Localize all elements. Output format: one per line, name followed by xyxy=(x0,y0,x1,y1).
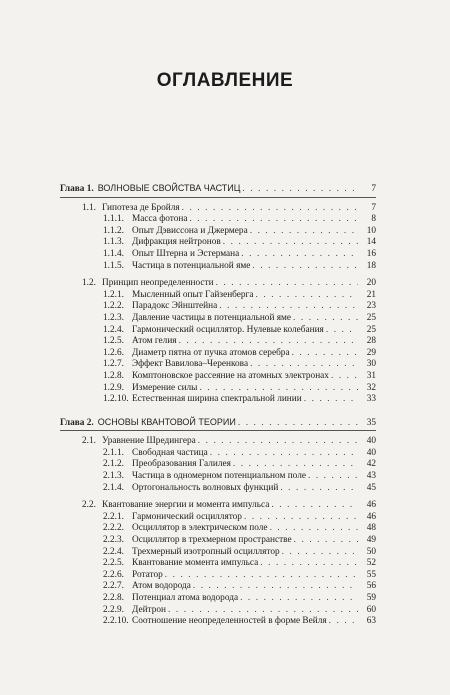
dot-leader xyxy=(280,483,358,493)
item-number: 2.2.10. xyxy=(103,616,129,627)
item-number: 1.2.6. xyxy=(103,347,124,358)
toc-item[interactable] xyxy=(60,394,376,406)
item-title: Масса фотона xyxy=(132,214,188,225)
item-number: 2.2.2. xyxy=(103,523,124,534)
item-number: 1.1.4. xyxy=(103,248,124,259)
page-number: 52 xyxy=(366,558,376,569)
dot-leader xyxy=(165,570,358,580)
item-number: 1.2.7. xyxy=(103,359,124,370)
toc-item[interactable] xyxy=(60,581,376,593)
toc-item[interactable] xyxy=(60,313,376,325)
item-title: Дейтрон xyxy=(132,604,167,615)
item-title: Опыт Дэвиссона и Джермера xyxy=(132,225,248,236)
page-title: ОГЛАВЛЕНИЕ xyxy=(156,70,294,91)
toc-chapter[interactable] xyxy=(60,417,376,429)
page-number: 8 xyxy=(371,214,376,225)
dot-leader xyxy=(223,237,358,247)
dot-leader xyxy=(308,471,358,481)
dot-leader xyxy=(168,605,358,615)
toc-item[interactable] xyxy=(60,290,376,302)
section-title: Уравнение Шредингера xyxy=(102,436,196,447)
item-number: 2.2.3. xyxy=(103,535,124,546)
toc-item[interactable] xyxy=(60,570,376,582)
dot-leader xyxy=(326,325,358,335)
item-title: Гармонический осциллятор xyxy=(132,511,242,522)
toc-section[interactable] xyxy=(60,203,376,215)
item-number: 1.2.3. xyxy=(103,312,124,323)
item-title: Частица в потенциальной яме xyxy=(132,260,251,271)
toc-item[interactable] xyxy=(60,325,376,337)
spacer xyxy=(60,406,376,417)
page-number: 56 xyxy=(366,581,376,592)
item-title: Осциллятор в трехмерном пространстве xyxy=(132,535,292,546)
chapter-number: Глава 2. xyxy=(60,417,94,428)
item-title: Комптоновское рассеяние на атомных электронах xyxy=(132,370,329,381)
item-title: Опыт Штерна и Эстермана xyxy=(132,248,240,259)
item-number: 2.1.2. xyxy=(103,459,124,470)
toc-item[interactable] xyxy=(60,261,376,273)
section-title: Принцип неопределенности xyxy=(102,278,214,289)
item-number: 1.1.2. xyxy=(103,225,124,236)
dot-leader xyxy=(271,500,358,510)
toc-item[interactable] xyxy=(60,448,376,460)
dot-leader xyxy=(238,418,358,428)
toc-item[interactable] xyxy=(60,535,376,547)
divider xyxy=(60,430,376,431)
page-number: 31 xyxy=(366,370,376,381)
item-title: Частица в одномерном потенциальном поле xyxy=(132,471,306,482)
page-number: 55 xyxy=(366,569,376,580)
item-number: 1.1.5. xyxy=(103,260,124,271)
dot-leader xyxy=(292,348,358,358)
toc-section[interactable] xyxy=(60,278,376,290)
item-title: Ротатор xyxy=(132,569,163,580)
toc-chapter[interactable] xyxy=(60,183,376,195)
item-title: Дифракция нейтронов xyxy=(132,237,221,248)
dot-leader xyxy=(331,371,358,381)
page-number: 40 xyxy=(366,447,376,458)
dot-leader xyxy=(199,383,358,393)
chapter-title: ОСНОВЫ КВАНТОВОЙ ТЕОРИИ xyxy=(97,416,236,427)
page-number: 63 xyxy=(366,616,376,627)
item-title: Потенциал атома водорода xyxy=(132,593,239,603)
chapter-number: Глава 1. xyxy=(60,184,94,194)
toc-item[interactable] xyxy=(60,226,376,238)
item-title: Осциллятор в электрическом поле xyxy=(132,523,268,534)
toc-item[interactable] xyxy=(60,471,376,483)
page-number: 16 xyxy=(366,248,376,259)
item-number: 1.2.1. xyxy=(103,289,124,300)
toc-item[interactable] xyxy=(60,483,376,495)
item-number: 1.1.1. xyxy=(103,214,124,225)
dot-leader xyxy=(233,459,358,469)
page-number: 18 xyxy=(366,260,376,271)
section-number: 2.1. xyxy=(82,436,96,447)
section-title: Квантование энергии и момента импульса xyxy=(102,500,270,511)
dot-leader xyxy=(250,226,358,236)
page-number: 33 xyxy=(366,394,376,405)
page-number: 30 xyxy=(366,359,376,370)
dot-leader xyxy=(250,359,358,369)
table-of-contents xyxy=(60,183,376,628)
item-number: 2.1.4. xyxy=(103,482,124,493)
toc-item[interactable] xyxy=(60,616,376,628)
dot-leader xyxy=(198,436,358,446)
page-number: 25 xyxy=(366,312,376,323)
page-number: 43 xyxy=(366,471,376,482)
section-number: 1.2. xyxy=(82,278,96,289)
item-title: Мысленный опыт Гайзенберга xyxy=(132,289,254,300)
toc-item[interactable] xyxy=(60,249,376,261)
section-number: 2.2. xyxy=(82,500,96,511)
item-number: 2.2.6. xyxy=(103,569,124,580)
item-number: 2.2.8. xyxy=(103,593,124,603)
item-title: Соотношение неопределенностей в форме Вейля xyxy=(132,616,327,627)
page-number: 29 xyxy=(366,347,376,358)
dot-leader xyxy=(260,558,358,568)
toc-item[interactable] xyxy=(60,558,376,570)
item-number: 2.2.7. xyxy=(103,581,124,592)
dot-leader xyxy=(210,448,358,458)
dot-leader xyxy=(193,581,358,591)
dot-leader xyxy=(329,616,358,626)
toc-item[interactable] xyxy=(60,237,376,249)
page-number: 32 xyxy=(366,382,376,393)
item-number: 2.2.1. xyxy=(103,511,124,522)
item-number: 2.2.5. xyxy=(103,558,124,569)
item-number: 1.2.2. xyxy=(103,301,124,312)
dot-leader xyxy=(282,547,358,557)
page-number: 14 xyxy=(366,237,376,248)
page-number: 42 xyxy=(366,459,376,470)
page-number: 59 xyxy=(366,593,376,603)
dot-leader xyxy=(182,203,358,213)
toc-item[interactable] xyxy=(60,371,376,383)
toc-item[interactable] xyxy=(60,593,376,605)
page-number: 50 xyxy=(366,546,376,557)
page-number: 40 xyxy=(366,436,376,447)
item-title: Эффект Вавилова–Черенкова xyxy=(132,359,249,370)
item-title: Квантование момента импульса xyxy=(132,558,259,569)
item-number: 2.1.1. xyxy=(103,447,124,458)
chapter-title: ВОЛНОВЫЕ СВОЙСТВА ЧАСТИЦ xyxy=(97,183,241,193)
toc-section[interactable] xyxy=(60,500,376,512)
dot-leader xyxy=(189,214,358,224)
item-number: 1.2.4. xyxy=(103,324,124,335)
item-number: 1.2.9. xyxy=(103,382,124,393)
dot-leader xyxy=(252,261,358,271)
toc-item[interactable] xyxy=(60,383,376,395)
toc-item[interactable] xyxy=(60,547,376,559)
divider xyxy=(60,197,376,198)
item-number: 2.1.3. xyxy=(103,471,124,482)
page-number: 7 xyxy=(371,202,376,213)
item-number: 1.1.3. xyxy=(103,237,124,248)
dot-leader xyxy=(244,512,358,522)
page-number: 45 xyxy=(366,482,376,493)
toc-item[interactable] xyxy=(60,214,376,226)
page-number: 10 xyxy=(366,225,376,236)
item-number: 1.2.10. xyxy=(103,394,129,405)
item-title: Атом водорода xyxy=(132,581,191,592)
dot-leader xyxy=(242,184,358,194)
item-title: Давление частицы в потенциальной яме xyxy=(132,312,292,323)
page-number: 28 xyxy=(366,336,376,347)
dot-leader xyxy=(304,394,358,404)
toc-item[interactable] xyxy=(60,605,376,617)
item-number: 2.2.9. xyxy=(103,604,124,615)
item-title: Свободная частица xyxy=(132,447,208,458)
dot-leader xyxy=(240,593,358,603)
item-title: Ортогональность волновых функций xyxy=(132,482,279,493)
dot-leader xyxy=(179,336,358,346)
page-number: 21 xyxy=(366,289,376,300)
page-number: 49 xyxy=(366,535,376,546)
page-number: 23 xyxy=(366,301,376,312)
page-number: 7 xyxy=(371,184,376,194)
toc-item[interactable] xyxy=(60,512,376,524)
item-title: Естественная ширина спектральной линии xyxy=(132,394,302,405)
item-title: Атом гелия xyxy=(132,336,177,347)
item-title: Парадокс Эйнштейна xyxy=(132,301,218,312)
page-number: 25 xyxy=(366,324,376,335)
section-title: Гипотеза де Бройля xyxy=(102,202,180,213)
dot-leader xyxy=(256,290,359,300)
toc-item[interactable] xyxy=(60,348,376,360)
section-number: 1.1. xyxy=(82,202,96,213)
toc-item[interactable] xyxy=(60,336,376,348)
page-number: 35 xyxy=(366,417,376,428)
page-number: 46 xyxy=(366,500,376,511)
item-title: Диаметр пятна от пучка атомов серебра xyxy=(132,347,290,358)
toc-item[interactable] xyxy=(60,459,376,471)
item-number: 2.2.4. xyxy=(103,546,124,557)
page-number: 48 xyxy=(366,523,376,534)
dot-leader xyxy=(216,278,358,288)
dot-leader xyxy=(241,249,358,259)
item-title: Преобразования Галилея xyxy=(132,459,231,470)
dot-leader xyxy=(293,313,358,323)
page-number: 60 xyxy=(366,604,376,615)
item-title: Измерение силы xyxy=(132,382,198,393)
dot-leader xyxy=(219,301,358,311)
dot-leader xyxy=(294,535,358,545)
toc-item[interactable] xyxy=(60,359,376,371)
toc-item[interactable] xyxy=(60,301,376,313)
item-number: 1.2.5. xyxy=(103,336,124,347)
page-number: 46 xyxy=(366,511,376,522)
item-number: 1.2.8. xyxy=(103,370,124,381)
page-number: 20 xyxy=(366,278,376,289)
item-title: Гармонический осциллятор. Нулевые колебания xyxy=(132,324,324,335)
dot-leader xyxy=(270,523,358,533)
toc-section[interactable] xyxy=(60,436,376,448)
toc-item[interactable] xyxy=(60,523,376,535)
item-title: Трехмерный изотропный осциллятор xyxy=(132,546,280,557)
